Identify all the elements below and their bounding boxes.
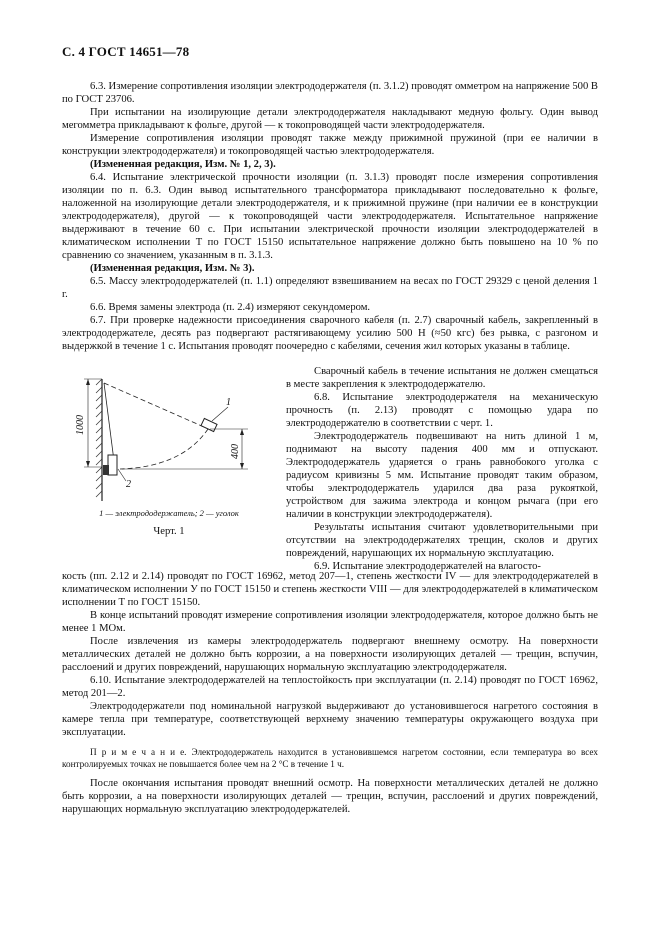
amendment-note-2: (Измененная редакция, Изм. № 3).	[90, 263, 255, 274]
para-6-9-start: 6.9. Испытание электрододержателей на влагосто-	[314, 561, 541, 572]
para-load: Электрододержатели под номинальной нагрузкой выдерживают до установившегося нагретого состояния в камере тепла при температуре, соответствующей верхнему значению температуры окружающего воздуха при эксплуатации.	[62, 701, 598, 738]
para-6-8: 6.8. Испытание электрододержателя на механическую прочность (п. 2.13) проводят с помощью удара по электрододержателю в соответствии с черт. 1.	[286, 392, 598, 429]
figure-drawing	[62, 363, 282, 553]
section-top	[62, 80, 598, 353]
section-right	[286, 365, 598, 573]
para-6-6: 6.6. Время замены электрода (п. 2.4) измеряют секундомером.	[90, 302, 371, 313]
para-drop: Электрододержатель подвешивают на нить длиной 1 м, поднимают на высоту падения 400 мм и отпускают. Электрододержатель ударяется о грань равнобокого уголка с радиусом кривизны 5 мм. Испытание проводят таким образом, чтобы электрододержатель ударился два раза рукояткой, устройством для зажима электрода и концом рычага (при его наличии в конструкции электрододержателя).	[286, 431, 598, 520]
para-6-7: 6.7. При проверке надежности присоединения сварочного кабеля (п. 2.7) сварочный кабель, закрепленный в электрододержателе, десять раз подвергают растягивающему усилию 500 Н (≈50 кгс) без рывка, с разгоном и выдержкой в течение 1 с. Испытания проводят поочередно с кабелями, сечения жил которых указаны в таблице.	[62, 315, 598, 352]
label-1: 1	[226, 397, 231, 408]
para-6-10: 6.10. Испытание электрододержателей на теплостойкость при эксплуатации (п. 2.14) проводят по ГОСТ 16962, метод 201—2.	[62, 675, 598, 699]
para-final: После окончания испытания проводят внешний осмотр. На поверхности металлических деталей не должно быть коррозии, а на поверхности изолирующих деталей — трещин, вспучин, расслоений и других повреждений, нарушающих нормальную эксплуатацию электрододержателей.	[62, 778, 598, 815]
para-6-5: 6.5. Массу электрододержателей (п. 1.1) определяют взвешиванием на весах по ГОСТ 29329 с ценой деления 1 г.	[62, 276, 598, 300]
para-6-3: 6.3. Измерение сопротивления изоляции электрододержателя (п. 3.1.2) проводят омметром на напряжение 500 В по ГОСТ 23706.	[62, 81, 598, 105]
para-spring: Измерение сопротивления изоляции проводят также между прижимной пружиной (при ее наличии в конструкции электрододержателя) и токопроводящей частью электрододержателя.	[62, 133, 598, 157]
note: П р и м е ч а н и е. Электрододержатель находится в установившемся нагретом состоянии, если температура во всех контролируемых точках не повышается более чем на 2 °С в течение 1 ч.	[62, 747, 598, 769]
amendment-note-1: (Измененная редакция, Изм. № 1, 2, 3).	[90, 159, 276, 170]
figure-caption: 1 — электрододержатель; 2 — уголок	[99, 508, 239, 518]
para-6-4: 6.4. Испытание электрической прочности изоляции (п. 3.1.3) проводят после измерения сопротивления изоляции по п. 6.3. Один вывод испытательного трансформатора прикладывают последовательно к фольге, наложенной на изолирующие детали электрододержателя, и к прижимной пружине (при наличии ее в конструкции электрододержателя), другой — к токопроводящей части электрододержателя. Испытательное напряжение выдерживают в течение 60 с. При испытании электрической прочности изоляции электрододержателей в климатическом исполнении Т по ГОСТ 15150 испытательное напряжение должно быть повышено на 10 % по сравнению со значением, указанным в п. 3.1.3.	[62, 172, 598, 261]
para-inspection: После извлечения из камеры электрододержатель подвергают внешнему осмотру. На поверхности металлических деталей не должно быть коррозии, а на поверхности изолирующих деталей — трещин, вспучин, расслоений и других повреждений, нарушающих нормальную эксплуатацию электрододержателя.	[62, 636, 598, 673]
dimension-400: 400	[230, 444, 241, 459]
figure-title: Черт. 1	[153, 526, 185, 537]
para-insulation: В конце испытаний проводят измерение сопротивления изоляции электрододержателя, которое должно быть не менее 1 МОм.	[62, 610, 598, 634]
dimension-1000: 1000	[75, 415, 86, 435]
label-2: 2	[126, 479, 131, 490]
section-bottom	[62, 570, 598, 816]
page-header: С. 4 ГОСТ 14651—78	[62, 44, 190, 59]
para-foil: При испытании на изолирующие детали электрододержателя накладывают медную фольгу. Один вывод мегомметра прикладывают к фольге, другой — к токопроводящей части электрододержателя.	[62, 107, 598, 131]
para-cable: Сварочный кабель в течение испытания не должен смещаться в месте закрепления к электрододержателю.	[286, 366, 598, 390]
para-6-9-cont: кость (пп. 2.12 и 2.14) проводят по ГОСТ 16962, метод 207—1, степень жесткости IV — для электрододержателей в климатическом исполнении У по ГОСТ 15150 и степень жесткости VIII — для электрододержателей в климатическом исполнении Т по ГОСТ 15150.	[62, 571, 598, 608]
para-results: Результаты испытания считают удовлетворительными при отсутствии на электрододержателях трещин, сколов и других повреждений, нарушающих их нормальную эксплуатацию.	[286, 522, 598, 559]
